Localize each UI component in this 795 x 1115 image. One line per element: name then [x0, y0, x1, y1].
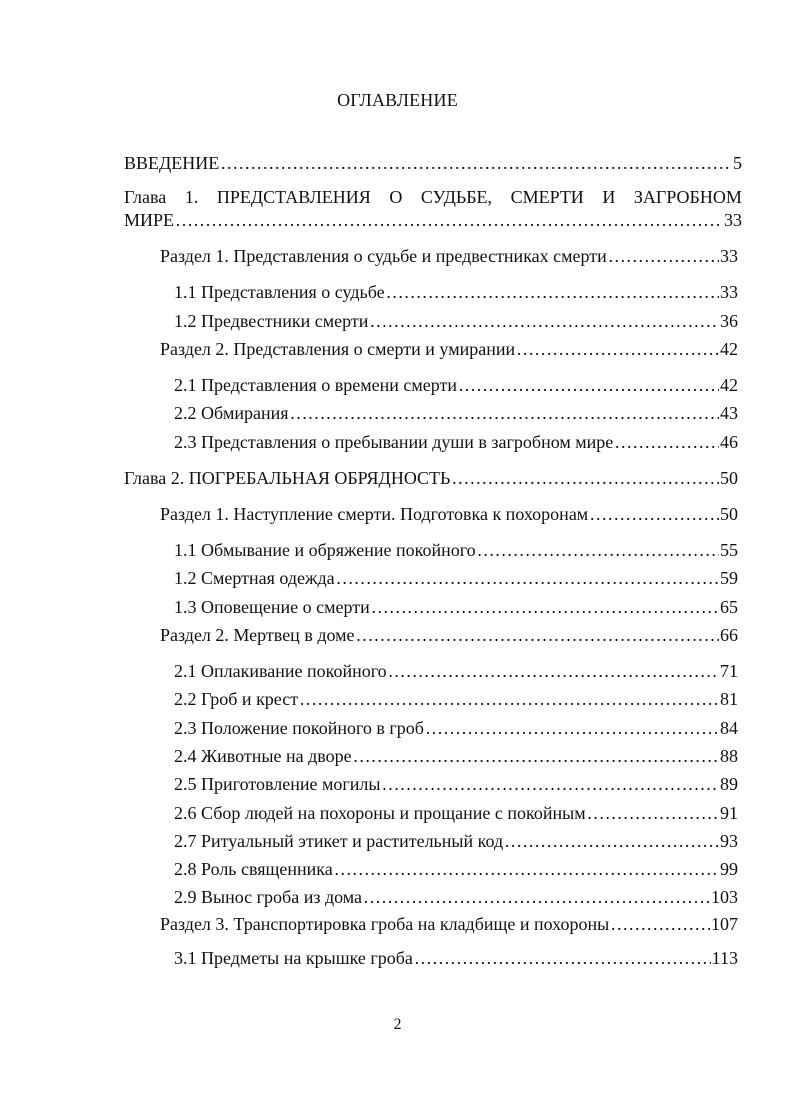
chapter-word: ПРЕДСТАВЛЕНИЯ	[216, 187, 371, 207]
toc-entry-label: 2.4 Животные на дворе	[174, 746, 352, 766]
toc-entry-page: 33	[724, 210, 742, 230]
toc-entry-page: 113	[711, 948, 738, 968]
toc-entry-label: Раздел 1. Представления о судьбе и предвестниках смерти	[160, 246, 607, 266]
toc-entry-page: 99	[720, 859, 738, 879]
chapter-word: СМЕРТИ	[510, 187, 584, 207]
dot-leader	[589, 502, 719, 526]
dot-leader	[371, 595, 719, 619]
toc-entry-page: 5	[733, 153, 742, 173]
toc-entry-label: 2.7 Ритуальный этикет и растительный код	[174, 831, 504, 851]
toc-entry-label: 2.2 Гроб и крест	[174, 689, 299, 709]
toc-entry-label: 1.3 Оповещение о смерти	[174, 597, 370, 617]
toc-entry-page: 33	[720, 246, 738, 266]
dot-leader	[608, 244, 719, 268]
toc-entry-ch1-1-1[interactable]	[174, 280, 738, 304]
dot-leader	[356, 623, 719, 647]
toc-entry-label: Раздел 1. Наступление смерти. Подготовка к похоронам	[160, 504, 589, 524]
toc-entry-page: 59	[720, 568, 738, 588]
toc-entry-ch2-2-4[interactable]	[174, 744, 738, 768]
toc-entry-introduction[interactable]	[124, 151, 742, 175]
toc-entry-label: 2.1 Оплакивание покойного	[174, 661, 387, 681]
toc-entry-ch1-section-2[interactable]	[160, 337, 738, 361]
dot-leader	[369, 309, 719, 333]
toc-entry-ch1-2-1[interactable]	[174, 373, 738, 397]
chapter-word: 1.	[184, 187, 199, 207]
toc-entry-page: 81	[720, 689, 738, 709]
toc-entry-ch2-1-1[interactable]	[174, 538, 738, 562]
toc-entry-page: 36	[720, 311, 738, 331]
toc-entry-page: 88	[720, 746, 738, 766]
dot-leader	[414, 946, 711, 970]
toc-entry-page: 93	[720, 831, 738, 851]
dot-leader	[336, 566, 719, 590]
dot-leader	[363, 885, 710, 909]
toc-entry-label: Раздел 3. Транспортировка гроба на кладбище и похороны	[160, 914, 610, 934]
dot-leader	[610, 912, 710, 936]
toc-entry-label: 1.1 Обмывание и обряжение покойного	[174, 540, 476, 560]
toc-entry-label: Глава 2. ПОГРЕБАЛЬНАЯ ОБРЯДНОСТЬ	[124, 468, 451, 488]
toc-entry-ch2-2-7[interactable]	[174, 829, 738, 853]
dot-leader	[388, 659, 719, 683]
toc-entry-chapter-1-line-2[interactable]	[124, 208, 742, 232]
toc-entry-ch1-2-2[interactable]	[174, 401, 738, 425]
toc-entry-ch2-section-1[interactable]	[160, 502, 738, 526]
toc-entry-page: 65	[720, 597, 738, 617]
toc-entry-page: 42	[720, 375, 738, 395]
dot-leader	[504, 829, 719, 853]
dot-leader	[386, 280, 719, 304]
toc-entry-label: 2.3 Представления о пребывании души в загробном мире	[174, 432, 614, 452]
toc-entry-ch2-1-2[interactable]	[174, 566, 738, 590]
toc-entry-label: 2.6 Сбор людей на похороны и прощание с покойным	[174, 803, 586, 823]
toc-entry-page: 50	[720, 504, 738, 524]
toc-entry-ch2-2-3[interactable]	[174, 716, 738, 740]
dot-leader	[353, 744, 719, 768]
toc-entry-label: 2.5 Приготовление могилы	[174, 774, 381, 794]
chapter-word: И	[602, 187, 616, 207]
toc-entry-label: 2.2 Обмирания	[174, 403, 289, 423]
dot-leader	[516, 337, 719, 361]
dot-leader	[175, 208, 723, 232]
dot-leader	[290, 401, 719, 425]
toc-entry-page: 50	[720, 468, 738, 488]
chapter-word: Глава	[124, 187, 167, 207]
toc-entry-page: 33	[720, 282, 738, 302]
toc-entry-page: 71	[720, 661, 738, 681]
dot-leader	[477, 538, 719, 562]
dot-leader	[451, 466, 719, 490]
toc-entry-label: 3.1 Предметы на крышке гроба	[174, 948, 413, 968]
toc-entry-page: 42	[720, 339, 738, 359]
toc-entry-page: 84	[720, 718, 738, 738]
toc-entry-label: 2.3 Положение покойного в гроб	[174, 718, 424, 738]
toc-entry-ch2-2-9[interactable]	[174, 885, 738, 909]
toc-entry-page: 55	[720, 540, 738, 560]
dot-leader	[381, 772, 719, 796]
toc-entry-ch2-2-1[interactable]	[174, 659, 738, 683]
toc-entry-chapter-1-line-1[interactable]	[124, 185, 742, 209]
dot-leader	[220, 151, 732, 175]
toc-entry-label: 2.1 Представления о времени смерти	[174, 375, 458, 395]
toc-entry-ch2-2-8[interactable]	[174, 857, 738, 881]
toc-entry-page: 91	[720, 803, 738, 823]
toc-entry-ch2-2-5[interactable]	[174, 772, 738, 796]
toc-entry-label: Раздел 2. Мертвец в доме	[160, 625, 355, 645]
toc-entry-page: 107	[711, 914, 738, 934]
toc-entry-ch2-2-6[interactable]	[174, 801, 738, 825]
toc-entry-label: МИРЕ	[124, 210, 175, 230]
toc-entry-label: 2.9 Вынос гроба из дома	[174, 887, 363, 907]
dot-leader	[334, 857, 719, 881]
dot-leader	[614, 430, 719, 454]
dot-leader	[425, 716, 719, 740]
toc-entry-ch1-2-3[interactable]	[174, 430, 738, 454]
toc-entry-ch2-1-3[interactable]	[174, 595, 738, 619]
toc-entry-ch2-section-3[interactable]	[160, 912, 738, 936]
toc-entry-label: ВВЕДЕНИЕ	[124, 153, 220, 173]
toc-entry-ch2-3-1[interactable]	[174, 946, 738, 970]
toc-entry-page: 66	[720, 625, 738, 645]
toc-entry-page: 46	[720, 432, 738, 452]
dot-leader	[299, 687, 719, 711]
toc-entry-ch2-section-2[interactable]	[160, 623, 738, 647]
toc-entry-label: 1.2 Предвестники смерти	[174, 311, 369, 331]
toc-entry-chapter-2[interactable]	[124, 466, 738, 490]
chapter-word: ЗАГРОБНОМ	[633, 187, 742, 207]
toc-title: ОГЛАВЛЕНИЕ	[337, 90, 458, 110]
chapter-word: СУДЬБЕ,	[420, 187, 493, 207]
toc-entry-label: 1.2 Смертная одежда	[174, 568, 335, 588]
toc-entry-ch1-1-2[interactable]	[174, 309, 738, 333]
chapter-word: О	[389, 187, 403, 207]
toc-entry-page: 43	[720, 403, 738, 423]
toc-entry-page: 103	[711, 887, 738, 907]
toc-entry-ch1-section-1[interactable]	[160, 244, 738, 268]
toc-entry-ch2-2-2[interactable]	[174, 687, 738, 711]
dot-leader	[587, 801, 719, 825]
toc-entry-label: 1.1 Представления о судьбе	[174, 282, 385, 302]
toc-entry-label: Раздел 2. Представления о смерти и умирании	[160, 339, 516, 359]
page-number: 2	[393, 1016, 402, 1033]
toc-entry-label: 2.8 Роль священника	[174, 859, 333, 879]
toc-entry-page: 89	[720, 774, 738, 794]
dot-leader	[458, 373, 719, 397]
